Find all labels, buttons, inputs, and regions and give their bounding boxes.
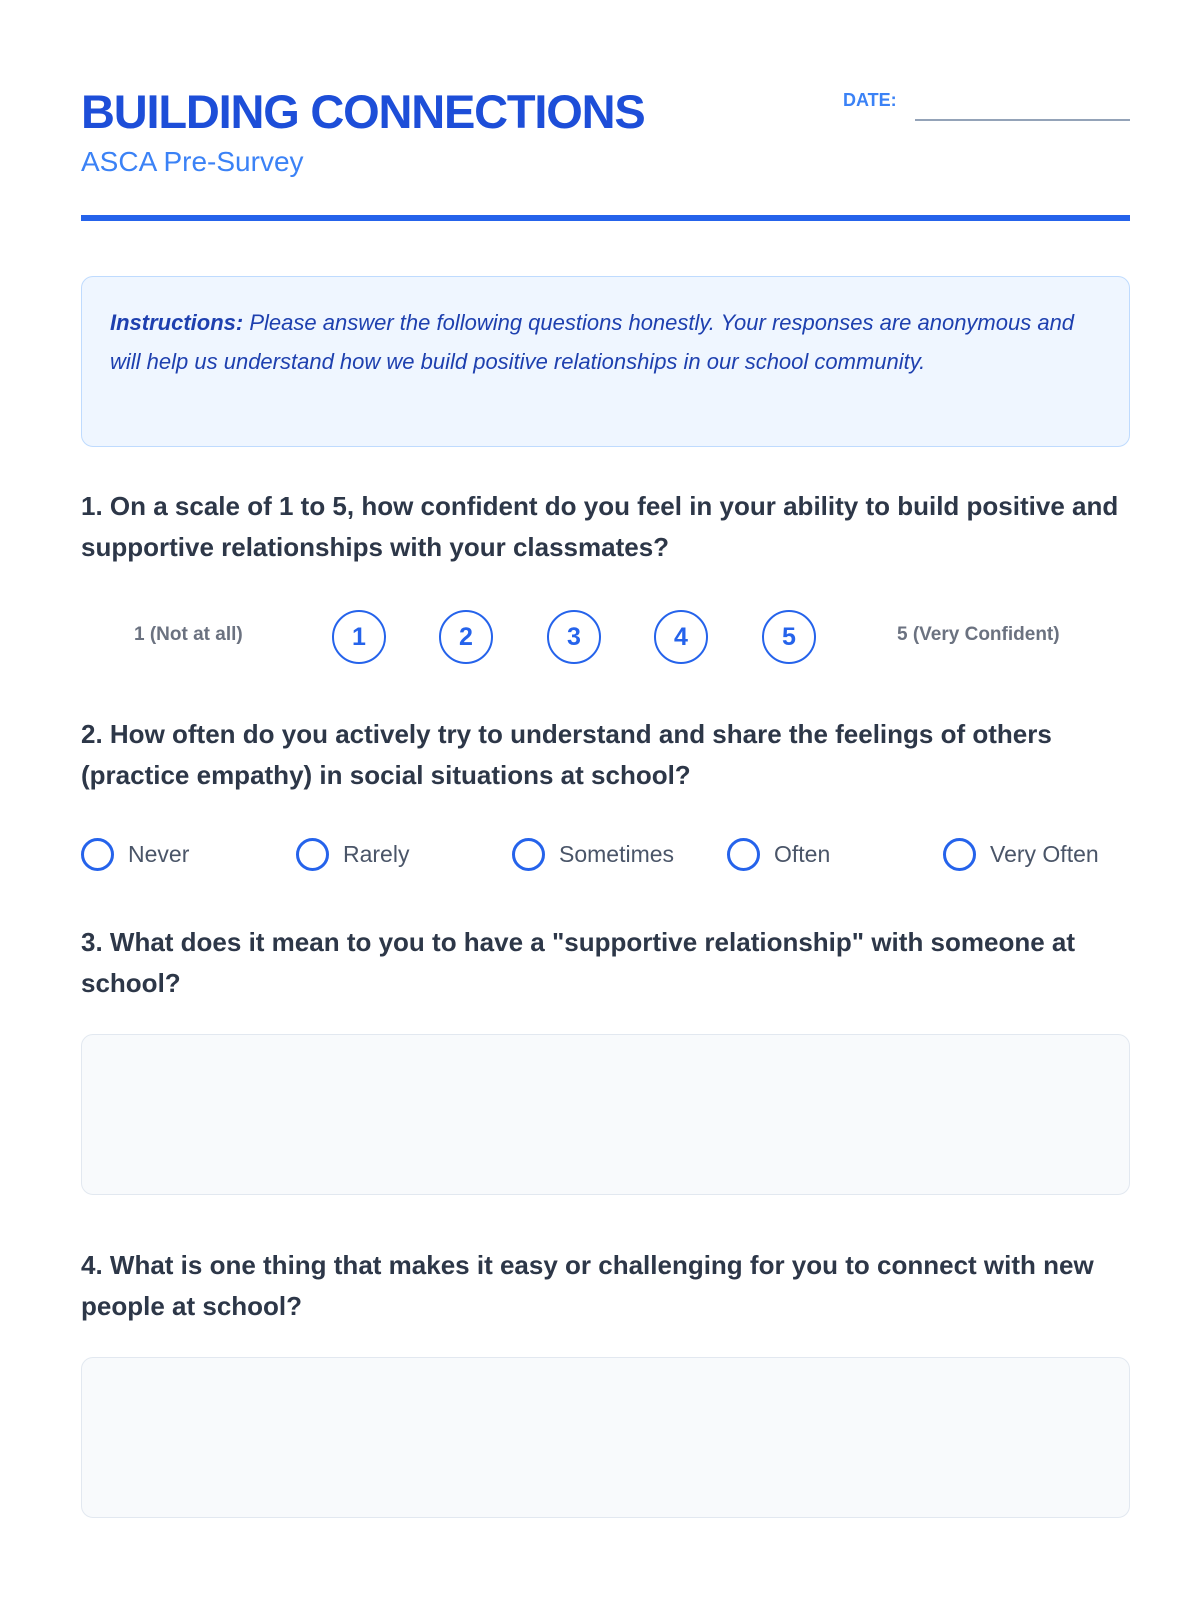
instructions-box xyxy=(81,276,1130,447)
frequency-options xyxy=(81,838,1130,872)
page-subtitle: ASCA Pre-Survey xyxy=(81,146,304,177)
scale-low-label: 1 (Not at all) xyxy=(134,624,243,645)
date-label: DATE: xyxy=(843,90,897,110)
radio-option-sometimes[interactable] xyxy=(512,838,674,871)
radio-label: Never xyxy=(128,841,190,867)
radio-circle-icon[interactable] xyxy=(512,838,545,871)
radio-label: Rarely xyxy=(343,841,410,867)
scale-option-1[interactable]: 1 xyxy=(332,610,386,664)
radio-label: Often xyxy=(774,841,831,867)
answer-4-textarea[interactable] xyxy=(81,1357,1130,1518)
question-2-text: 2. How often do you actively try to understand and share the feelings of others (practice empathy) in social situations at school? xyxy=(81,719,1052,790)
header-divider xyxy=(81,215,1130,221)
instructions-label: Instructions: xyxy=(110,310,244,335)
instructions-body: Please answer the following questions honestly. Your responses are anonymous and will help us understand how we build positive relationships in our school community. xyxy=(110,310,1075,374)
radio-circle-icon[interactable] xyxy=(81,838,114,871)
question-3-text: 3. What does it mean to you to have a "supportive relationship" with someone at school? xyxy=(81,927,1076,998)
radio-option-very-often[interactable] xyxy=(943,838,1099,871)
survey-page xyxy=(81,0,1130,1321)
scale-option-4[interactable]: 4 xyxy=(654,610,708,664)
question-1-text: 1. On a scale of 1 to 5, how confident do you feel in your ability to build positive and supportive relationships with your classmates? xyxy=(81,491,1119,562)
confidence-scale xyxy=(81,610,1130,664)
radio-label: Sometimes xyxy=(559,841,675,867)
radio-circle-icon[interactable] xyxy=(296,838,329,871)
scale-high-label: 5 (Very Confident) xyxy=(897,624,1060,645)
instructions-text xyxy=(110,303,1101,381)
radio-circle-icon[interactable] xyxy=(943,838,976,871)
scale-option-5[interactable]: 5 xyxy=(762,610,816,664)
radio-option-never[interactable] xyxy=(81,838,189,871)
answer-3-textarea[interactable] xyxy=(81,1034,1130,1195)
survey-header xyxy=(81,0,1130,223)
radio-label: Very Often xyxy=(990,841,1099,867)
radio-circle-icon[interactable] xyxy=(727,838,760,871)
radio-option-rarely[interactable] xyxy=(296,838,409,871)
date-field[interactable] xyxy=(915,119,1130,121)
question-4-text: 4. What is one thing that makes it easy or challenging for you to connect with new people at school? xyxy=(81,1250,1094,1321)
scale-option-3[interactable]: 3 xyxy=(547,610,601,664)
page-title: BUILDING CONNECTIONS xyxy=(81,85,645,138)
scale-option-2[interactable]: 2 xyxy=(439,610,493,664)
radio-option-often[interactable] xyxy=(727,838,830,871)
